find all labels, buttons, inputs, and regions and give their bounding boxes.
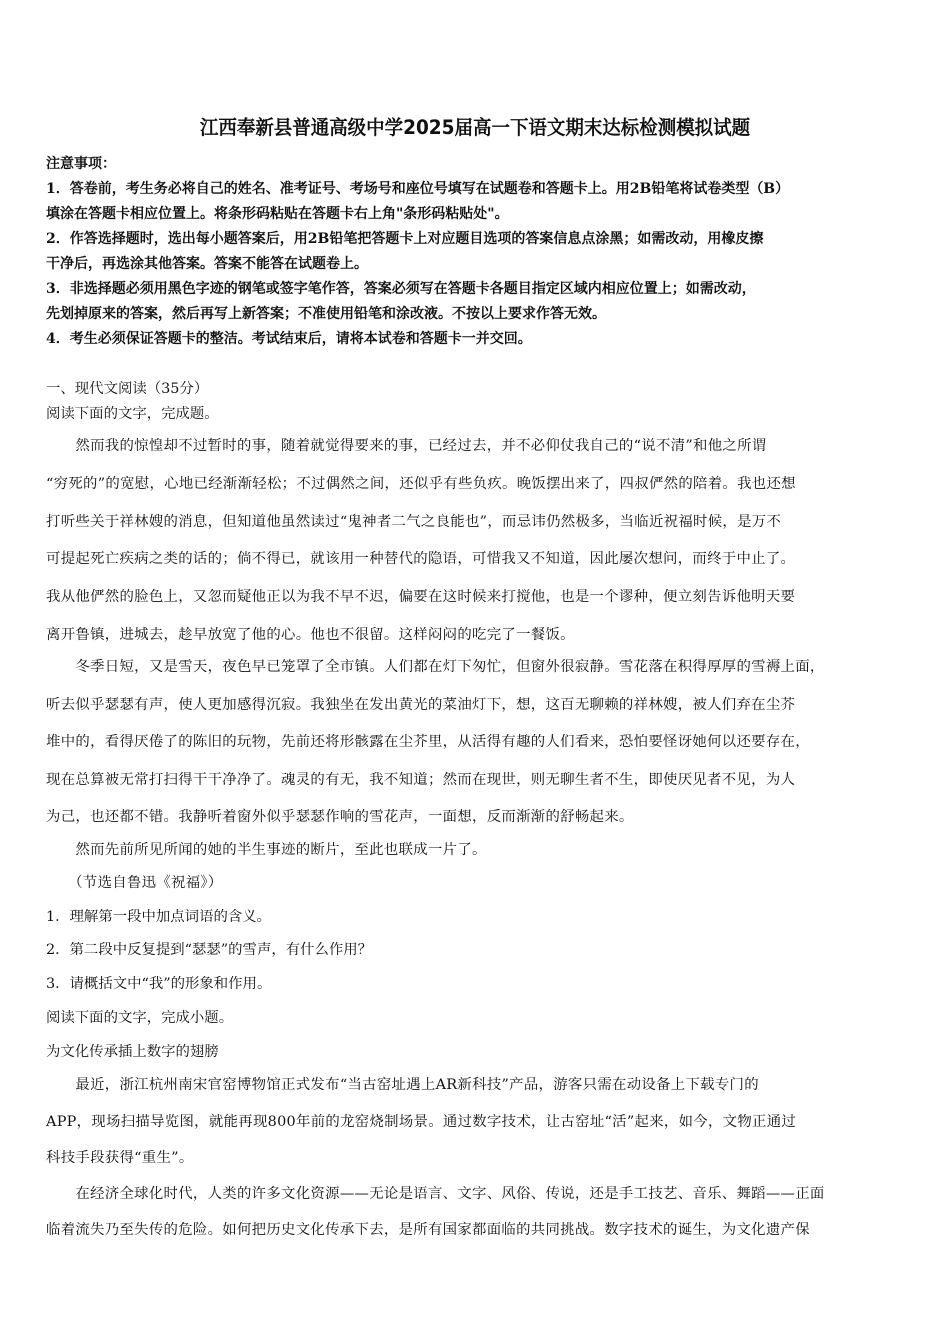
notice-heading: 注意事项： <box>46 156 116 172</box>
passage-line: 临着流失乃至失传的危险。如何把历史文化传承下去，是所有国家都面临的共同挑战。数字技术的诞生，为文化遗产保 <box>46 1222 810 1238</box>
passage-line: 然而先前所见所闻的她的半生事迹的断片，至此也联成一片了。 <box>46 842 487 858</box>
passage-line: “穷死的”的宽慰，心地已经渐渐轻松；不过偶然之间，还似乎有些负疚。晚饭摆出来了，四叔俨然的陪着。我也还想 <box>46 476 796 492</box>
passage-source: （节选自鲁迅《祝福》） <box>46 875 223 891</box>
passage-line: 在经济全球化时代，人类的许多文化资源——无论是语言、文字、风俗、传说，还是手工技艺、音乐、舞蹈——正面 <box>46 1186 825 1202</box>
passage-line: 打听些关于祥林嫂的消息，但知道他虽然读过“鬼神者二气之良能也”，而忌讳仍然极多，当临近祝福时候，是万不 <box>46 514 782 530</box>
article-title: 为文化传承插上数字的翅膀 <box>46 1044 219 1060</box>
passage-line: 可提起死亡疾病之类的话的；倘不得已，就该用一种替代的隐语，可惜我又不知道，因此屡次想问，而终于中止了。 <box>46 551 796 567</box>
notice-line: 先划掉原来的答案，然后再写上新答案；不准使用铅笔和涂改液。不按以上要求作答无效。 <box>46 306 606 322</box>
passage-line: 离开鲁镇，进城去，趁早放宽了他的心。他也不很留。这样闷闷的吃完了一餐饭。 <box>46 627 575 643</box>
passage-line: 现在总算被无常打扫得干干净净了。魂灵的有无，我不知道；然而在现世，则无聊生者不生，即使厌见者不见，为人 <box>46 772 796 788</box>
exam-title: 江西奉新县普通高级中学2025届高一下语文期末达标检测模拟试题 <box>199 116 751 139</box>
notice-line: 3．非选择题必须用黑色字迹的钢笔或签字笔作答，答案必须写在答题卡各题目指定区域内相应位置上；如需改动， <box>46 281 756 297</box>
passage-line: 听去似乎瑟瑟有声，使人更加感得沉寂。我独坐在发出黄光的菜油灯下，想，这百无聊赖的祥林嫂，被人们弃在尘芥 <box>46 697 796 713</box>
notice-line: 干净后，再选涂其他答案。答案不能答在试题卷上。 <box>46 256 368 272</box>
passage-line: 科技手段获得“重生”。 <box>46 1150 194 1166</box>
passage-line: 最近，浙江杭州南宋官窑博物馆正式发布“当古窑址遇上AR新科技”产品，游客只需在动设备上下载专门的 <box>46 1077 759 1093</box>
question-item: 3．请概括文中“我”的形象和作用。 <box>46 976 272 992</box>
reading-instruction: 阅读下面的文字，完成小题。 <box>46 1010 234 1026</box>
notice-line: 1．答卷前，考生务必将自己的姓名、准考证号、考场号和座位号填写在试题卷和答题卡上。用2B铅笔将试卷类型（B） <box>46 181 790 197</box>
passage-line: 堆中的，看得厌倦了的陈旧的玩物，先前还将形骸露在尘芥里，从活得有趣的人们看来，恐怕要怪讶她何以还要存在， <box>46 734 810 750</box>
passage-line: 冬季日短，又是雪天，夜色早已笼罩了全市镇。人们都在灯下匆忙，但窗外很寂静。雪花落在积得厚厚的雪褥上面， <box>46 659 825 675</box>
section-heading: 一、现代文阅读（35分） <box>46 381 209 397</box>
question-item: 2．第二段中反复提到“瑟瑟”的雪声，有什么作用？ <box>46 942 373 958</box>
passage-line: APP，现场扫描导览图，就能再现800年前的龙窑烧制场景。通过数字技术，让古窑址“活”起来，如今，文物正通过 <box>46 1114 797 1130</box>
notice-line: 4．考生必须保证答题卡的整洁。考试结束后，请将本试卷和答题卡一并交回。 <box>46 331 532 347</box>
question-item: 1．理解第一段中加点词语的含义。 <box>46 909 272 925</box>
notice-line: 填涂在答题卡相应位置上。将条形码粘贴在答题卡右上角"条形码粘贴处"。 <box>46 206 509 222</box>
reading-instruction: 阅读下面的文字，完成题。 <box>46 406 219 422</box>
notice-line: 2．作答选择题时，选出每小题答案后，用2B铅笔把答题卡上对应题目选项的答案信息点涂黑；如需改动，用橡皮擦 <box>46 231 764 247</box>
passage-line: 为己，也还都不错。我静听着窗外似乎瑟瑟作响的雪花声，一面想，反而渐渐的舒畅起来。 <box>46 809 634 825</box>
passage-line: 然而我的惊惶却不过暂时的事，随着就觉得要来的事，已经过去，并不必仰仗我自己的“说不清”和他之所谓 <box>46 438 767 454</box>
passage-line: 我从他俨然的脸色上，又忽而疑他正以为我不早不迟，偏要在这时候来打搅他，也是一个谬种，便立刻告诉他明天要 <box>46 589 796 605</box>
